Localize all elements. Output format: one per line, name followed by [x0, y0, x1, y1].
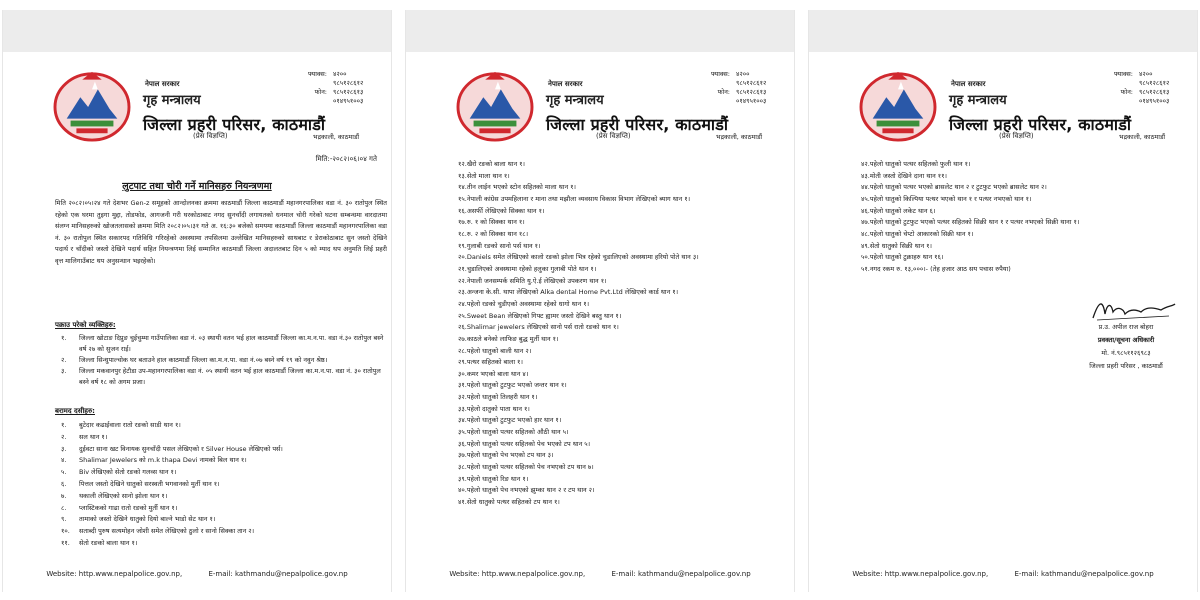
contact-row: फ्याक्स: ४२०० [710, 70, 750, 78]
list-item: ५१.नगद रकम रु. १३,०००।- (तेह हजार आठ सय पचास रुपैया) [861, 264, 1011, 273]
list-item: ६. पित्तल जस्तो देखिने धातुको सरस्वती भगवानको मुर्ती थान १। [61, 479, 220, 488]
nepal-emblem-icon [456, 68, 534, 142]
list-item: ३. जिल्ला मकवानपुर हेटौडा उप-महानगरपालिका वडा नं. ०५ स्थायी वतन भई हाल काठमाडौं जिल्ला का.म.न.पा. वडा नं. ३० रातोपुल बस्ने वर्ष १८ को अगम प्रजा। [61, 367, 381, 386]
page-footer [406, 570, 794, 578]
contact-row: ०१४९५१००३ [736, 97, 767, 105]
office-location: भद्रकाली, काठमाडौं [716, 133, 763, 141]
list-item: २७.काठले बनेको लाफिङ बुद्ध मुर्ती थान १। [458, 334, 559, 343]
list-item: २४.पहेलो रङको चुडीएको अवस्थामा रहेको धागो थान १। [458, 299, 590, 308]
contact-row: ९८५१२८६१२ [333, 79, 364, 87]
list-item: ४६.पहेलो धातुको लकेट थान ६। [861, 206, 936, 215]
list-item: ३७.पहेलो धातुको पेच भएको टप थान ३। [458, 451, 554, 460]
list-item: ११. सेतो रङको बाला थान १। [61, 538, 138, 547]
contact-row: ९८५१२८६१२ [736, 79, 767, 87]
list-item: १५.नेपाली कांग्रेस उपमहिलाना र माना तथा मझौला व्यवसाय विकास विभाग लेखिएको ब्याग थान १। [458, 194, 691, 203]
list-item: १. जिल्ला खोटाङ दिप्रुङ चुईचुम्मा गाउँपालिका वडा नं. ०३ स्थायी वतन भई हाल काठमाडौं जिल्ला का.म.न.पा. वडा नं.३० रातोपुल बस्ने वर्ष २७ को सुजन राई। [61, 334, 384, 353]
list-item: १८.रु. २ को सिक्का थान १८। [458, 229, 529, 238]
footer-email-link[interactable]: E-mail: kathmandu@nepalpolice.gov.np [1014, 570, 1154, 578]
list-item: ३०.कमर भएको बाला थान ४। [458, 369, 529, 378]
press-release-page-3 [808, 10, 1198, 592]
arrested-heading: पक्राउ परेको व्यक्तिहरु: [55, 321, 116, 329]
contact-row: फ्याक्स: ४२०० [1113, 70, 1153, 78]
list-item: ३८.पहेलो धातुको पत्थर सहितको पेच नभएको टप थान ७। [458, 463, 594, 472]
office-location: भद्रकाली, काठमाडौं [1119, 133, 1166, 141]
handwritten-signature [1089, 296, 1179, 324]
list-item: २०.Daniels समेत लेखिएको कालो रङको झोला भित्र रहेको चुडालिएको अवस्थामा हरियो पोते थान ३। [458, 253, 699, 262]
list-item: ३. दुईवटा साना खट विनायक सुनचाँदी पसल लेखिएको र Silver House लेखिएको पर्स। [61, 444, 283, 453]
list-item: ३१.पहेलो धातुको टुटफुट भएको जन्तर थान १। [458, 381, 567, 390]
office-name: जिल्ला प्रहरी परिसर, काठमाडौं [546, 115, 729, 134]
list-item: ४४.पहेलो धातुको पत्थर भएको ब्रासलेट थान २ र टुटफुट भएको ब्रासलेट थान २। [861, 183, 1047, 192]
list-item: ५०.पहेलो धातुको टुक्राहरु थान १६। [861, 253, 944, 262]
contact-row: ९८५१२८६१२ [1139, 79, 1170, 87]
list-item: ५. Biv लेखिएको सेतो रङको गलव्स थान १। [61, 468, 177, 477]
list-item: १७.रु. १ को सिक्का थान १। [458, 218, 525, 227]
list-item: २१.चुडालिएको अवस्थामा रहेको हलुका गुलाबी पोते थान १। [458, 264, 597, 273]
intro-paragraph: मिति २०८२।०५।२४ गते देशभर Gen-z समूहको आन्दोलनका क्रममा काठमाडौं जिल्ला काठमाडौं महानगरपालिका वडा नं. ३० रातोपुल स्थित रहेको एक घरमा तुइगा मुद्दा, तोडफोड, आगजनी गरी घरकोठाबाट नगद सुनचाँदी लगायतको धनमाल चोरी गरेको घटना सम्बन्धमा वारदातमा संलग्न मानिसहरुको खोजतलासको क्रममा मिति २०८२।०५।३१ गते अ. १६:३० बजेको समयमा काठमाडौं जिल्ला काठमाडौं महानगरपालिका वडा नं. ३० रातोपुल स्थित सकारपद गतिविधि गरिरहेको अवस्थामा तपसिलमा उल्लेखित मानिसहरुको साथबाट र डेराकोठाबाट सुन जस्तो देखिने पदार्थ र चाँदीको जस्तो देखिने पदार्थ सहित नियन्त्रणमा लिई सम्मानित काठमाडौं जिल्ला अदालतबाट दिन ५ को म्याद थप अनुमति लिई प्रहरी वृत्त मालिगाउँबाट थप अनुसन्धान भइरहेको। [55, 199, 387, 265]
ministry-name: गृह मन्त्रालय [949, 93, 1007, 108]
government-label: नेपाल सरकार [951, 80, 986, 88]
list-item: ३४.पहेलो धातुको टुटफुट भएको हार थान १। [458, 416, 562, 425]
list-item: ३५.पहेलो धातुको पत्थर सहितको औठी थान ५। [458, 428, 569, 437]
release-date: मिति:-२०८२।०६।०४ गते [315, 155, 377, 163]
signatory-name: प्र.उ. अपील राज बोहरा [1098, 323, 1154, 331]
list-item: १४.तीन लाईन भएको स्टोन सहितको माला थान १। [458, 183, 576, 192]
list-item: २९.पत्थर सहितको बाला १। [458, 358, 523, 367]
list-item: ४२.पहेलो धातुको पत्थर सहितको फुली थान १। [861, 160, 971, 168]
list-item: २२.नेपाली जनसम्पर्क समिति यु.ऐ.ई लेखिएको उपकरण थान १। [458, 276, 607, 285]
recovered-heading: बरामद दसीहरु: [55, 407, 95, 415]
contact-row: फ्याक्स: ४२०० [307, 70, 347, 78]
list-item: ४. Shalimar Jewelers को m.k thapa Devi नामको बिल थान १। [61, 456, 247, 465]
government-label: नेपाल सरकार [145, 80, 180, 88]
list-item: ४५.पहेलो धातुको किल्पिया पत्थर भएको थान १ र पत्थर नभएको थान १। [861, 194, 1032, 203]
footer-website-link[interactable]: Website: http.www.nepalpolice.gov.np, [449, 570, 586, 578]
list-item: ४१.सेतो धातुको पत्थर सहितको टप थान १। [458, 498, 560, 507]
footer-website-link[interactable]: Website: http.www.nepalpolice.gov.np, [852, 570, 989, 578]
scan-top-margin [809, 10, 1197, 52]
footer-website-link[interactable]: Website: http.www.nepalpolice.gov.np, [46, 570, 183, 578]
contact-row: फोन: ९८५१२८६१३ [314, 88, 364, 96]
list-item: ३३.पहेलो दातुको पाता थान १। [458, 404, 530, 413]
list-item: २३.अन्जना के.सी. थापा लेखिएको Alka dental Home Pvt.Ltd लेखिएको कार्ड थान १। [458, 288, 679, 297]
list-item: १०. सताब्दी पुरुष सत्यमोहन जोशी समेत लेखिएको ठुलो र सानो सिक्का तान २। [61, 527, 255, 536]
list-item: ९. तामाको जस्तो देखिने धातुको दियो बाल्ने भाडो सेट थान १। [61, 515, 216, 524]
list-item: २५.Sweet Bean लेखिएको गिफ्ट ह्यामर जस्तो देखिने बस्तु थान १। [458, 311, 622, 320]
office-name: जिल्ला प्रहरी परिसर, काठमाडौं [949, 115, 1132, 134]
recovered-list-final [861, 159, 1197, 276]
press-release-label: (प्रेस विज्ञप्ति) [999, 132, 1034, 140]
list-item: १९.गुलाबी रङको सानो पर्स थान १। [458, 241, 541, 250]
list-item: ३२.पहेलो धातुको तिलहरी थान १। [458, 393, 538, 402]
press-release-label: (प्रेस विज्ञप्ति) [193, 132, 228, 140]
contact-block [305, 70, 363, 106]
contact-row: ०१४९५१००३ [333, 97, 364, 105]
footer-email-link[interactable]: E-mail: kathmandu@nepalpolice.gov.np [208, 570, 348, 578]
scan-top-margin [3, 10, 391, 52]
signatory-block [1061, 321, 1191, 373]
list-item: १. बुटेदार कढाईवाला रातो रङको साडी थान १। [61, 421, 181, 429]
signatory-mobile: मो. नं.९८५११२६९८३ [1101, 349, 1151, 357]
scan-top-margin [406, 10, 794, 52]
list-item: ४०.पहेलो धातुको पेच नभएको झुम्का थान २ र टप थान २। [458, 486, 595, 495]
list-item: २. जिल्ला सिन्धुपाल्चोक घर बताउने हाल काठमाडौं जिल्ला का.म.न.पा. वडा नं.०७ बस्ने वर्ष १९ को नवुन श्रेष्ठ। [61, 356, 328, 364]
list-item: ३९.पहेलो धातुको रिङ थान १। [458, 474, 529, 483]
contact-block [708, 70, 766, 106]
contact-row: फोन: ९८५१२८६१३ [1120, 88, 1170, 96]
press-release-page-2 [405, 10, 795, 592]
list-item: ३६.पहेलो धातुको पत्थर सहितको पेच भएको टप थान ५। [458, 439, 591, 448]
recovered-list [61, 420, 391, 550]
list-item: ४३.मोती जस्तो देखिने दाना थान ११। [861, 171, 948, 180]
arrested-list [61, 333, 391, 388]
footer-email-link[interactable]: E-mail: kathmandu@nepalpolice.gov.np [611, 570, 751, 578]
list-item: १३.सेतो माला थान १। [458, 171, 510, 180]
ministry-name: गृह मन्त्रालय [546, 93, 604, 108]
list-item: ४७.पहेलो धातुको टुटफुट भएको पत्थर सहितको सिक्री थान १ र पत्थर नभएको सिक्री थाना १। [861, 218, 1080, 227]
government-label: नेपाल सरकार [548, 80, 583, 88]
office-name: जिल्ला प्रहरी परिसर, काठमाडौं [143, 115, 326, 134]
office-location: भद्रकाली, काठमाडौं [313, 133, 360, 141]
page-footer [809, 570, 1197, 578]
page-footer [3, 570, 391, 578]
ministry-name: गृह मन्त्रालय [143, 93, 201, 108]
list-item: १२.खैरो रङको बाला थान १। [458, 160, 525, 168]
list-item: ८. प्लास्टिकको गाढा रातो रङको मुर्ती थान १। [61, 503, 178, 512]
press-release-page-1 [2, 10, 392, 592]
contact-row: फोन: ९८५१२८६१३ [717, 88, 767, 96]
signatory-office: जिल्ला प्रहरी परिसर , काठमाडौं [1089, 362, 1163, 370]
recovered-list-continued [458, 159, 794, 509]
list-item: १६.असर्फी लेखिएको सिक्का थान १। [458, 206, 545, 215]
contact-block [1111, 70, 1169, 106]
nepal-emblem-icon [859, 68, 937, 142]
list-item: ४९.सेतो धातुको सिक्री थान १। [861, 241, 932, 250]
list-item: ४८.पहेलो धातुको चेप्टो आकारको सिक्री थान १। [861, 229, 974, 238]
list-item: २६.Shalimar jewelers लेखिएको सानो पर्स रातो रङको थान १। [458, 323, 619, 332]
contact-row: ०१४९५१००३ [1139, 97, 1170, 105]
release-title: लुटपाट तथा चोरी गर्ने मानिसहरु नियन्त्रणमा [122, 181, 272, 192]
list-item: २८.पहेलो धातुको बाली थान २। [458, 346, 532, 355]
list-item: २. सल थान १। [61, 432, 108, 441]
signatory-role: प्रवक्ता/सूचना अधिकारी [1097, 336, 1155, 344]
nepal-emblem-icon [53, 68, 131, 142]
press-release-label: (प्रेस विज्ञप्ति) [596, 132, 631, 140]
list-item: ७. थकाली लेखिएको सानो झोला थान १। [61, 491, 168, 500]
